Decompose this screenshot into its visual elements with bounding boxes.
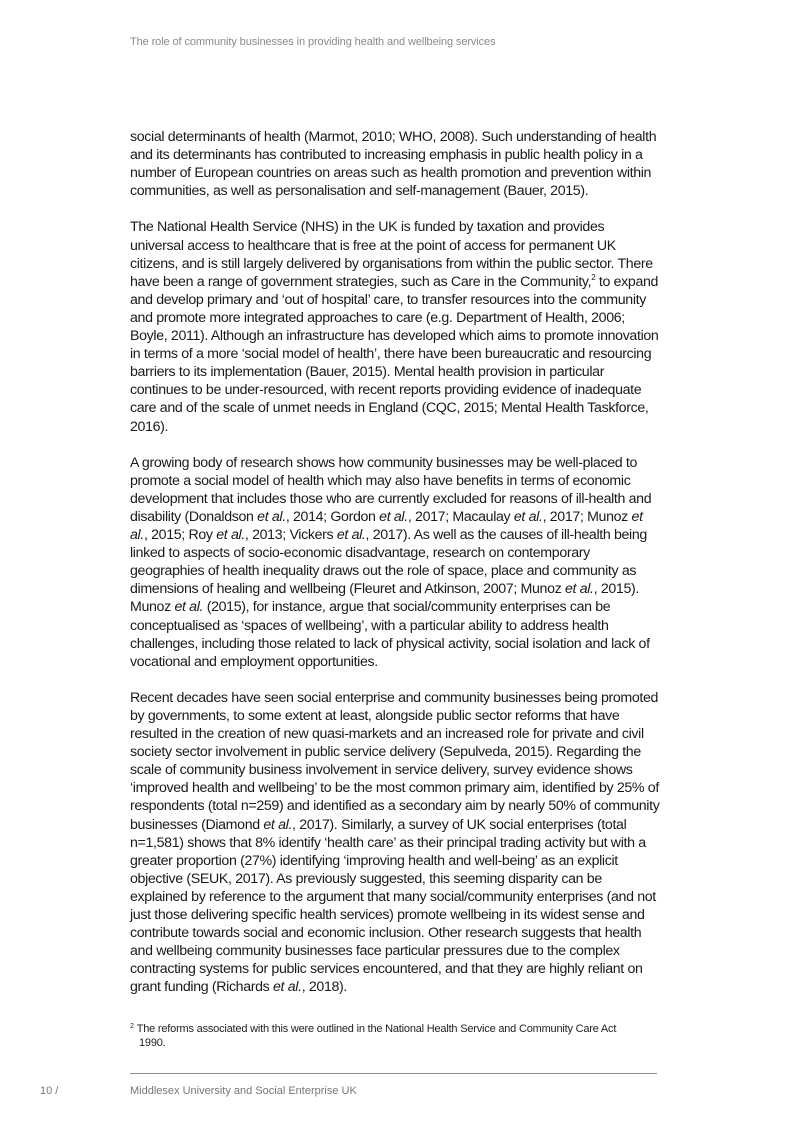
italic-text: et al. (174, 599, 204, 616)
body-text (130, 128, 660, 1015)
footer-publisher: Middlesex University and Social Enterprise UK (130, 1085, 357, 1097)
footer-divider (130, 1073, 657, 1074)
footnote-text-line-1: The reforms associated with this were outlined in the National Health Service and Community Care Act (136, 1023, 617, 1035)
italic-text: et al. (216, 527, 245, 544)
footnote-text-line-2: 1990. (139, 1037, 166, 1049)
paragraph-4: Recent decades have seen social enterprise and community businesses being promoted by governments, to some extent at least, alongside public sector reforms that have resulted in the creation of new quasi-markets and an increased role for private and civil society sector involvement in public service delivery (Sepulveda, 2015). Regarding the scale of community business involvement in service delivery, survey evidence shows ‘improved health and wellbeing’ to be the most common primary aim, identified by 25% of respondents (total n=259) and identified as a secondary aim by nearly 50% of community businesses (Diamond et al., 2017). Similarly, a survey of UK social enterprises (total n=1,581) shows that 8% identify ‘health care’ as their principal trading activity but with a greater proportion (27%) identifying ‘improving health and well-being’ as an explicit objective (SEUK, 2017). As previously suggested, this seeming disparity can be explained by reference to the argument that many social/community enterprises (and not just those delivering specific health services) promote wellbeing in its widest sense and contribute towards social and economic inclusion. Other research suggests that health and wellbeing community businesses face particular pressures due to the complex contracting systems for public services encountered, and that they are highly reliant on grant funding (Richards et al., 2018). (130, 689, 660, 996)
paragraph-2 (130, 218, 660, 435)
italic-text: et al. (263, 816, 293, 833)
footnote-number: 2 (130, 1023, 134, 1030)
italic-text: et al. (273, 979, 302, 996)
paragraph-2-part-a: The National Health Service (NHS) in the UK is funded by taxation and provides universal access to healthcare that is free at the point of access for permanent UK citizens, and is still largely delivered by organisations from within the public sector. There have been a range of government strategies, such as Care in the Community, (130, 219, 653, 290)
paragraph-2-part-b: to expand and develop primary and ‘out of hospital’ care, to transfer resources into the community and promote more integrated approaches to care (e.g. Department of Health, 2006; Boyle, 2011). Although an infrastructure has developed which aims to promote innovation in terms of a more ‘social model of health’, there have been bureaucratic and resourcing barriers to its implementation (Bauer, 2015). Mental health provision in particular continues to be under-resourced, with recent reports providing evidence of inadequate care and of the scale of unmet needs in England (CQC, 2015; Mental Health Taskforce, 2016). (130, 273, 659, 435)
paragraph-3: A growing body of research shows how community businesses may be well-placed to promote a social model of health which may also have benefits in terms of economic development that includes those who are currently excluded for reasons of ill-health and disability (Donaldson et al., 2014; Gordon et al., 2017; Macaulay et al., 2017; Munoz et al., 2015; Roy et al., 2013; Vickers et al., 2017). As well as the causes of ill-health being linked to aspects of socio-economic disadvantage, research on contemporary geographies of health inequality draws out the role of space, place and community as dimensions of healing and wellbeing (Fleuret and Atkinson, 2007; Munoz et al., 2015). Munoz et al. (2015), for instance, argue that social/community enterprises can be conceptualised as ‘spaces of wellbeing’, with a particular ability to address health challenges, including those related to lack of physical activity, social isolation and lack of vocational and employment opportunities. (130, 454, 652, 670)
paragraph-1: social determinants of health (Marmot, 2010; WHO, 2008). Such understanding of health and its determinants has contributed to increasing emphasis in public health policy in a number of European countries on areas such as health promotion and prevention within communities, as well as personalisation and self-management (Bauer, 2015). (130, 129, 657, 200)
italic-text: et al. (379, 508, 408, 525)
footnote-reference[interactable]: 2 (591, 272, 596, 282)
page-number: 10 / (40, 1085, 59, 1097)
italic-text: et al. (257, 508, 286, 525)
footnote (130, 1020, 660, 1050)
italic-text: et al. (336, 527, 366, 544)
italic-text: et al. (513, 508, 543, 525)
italic-text: et al. (130, 508, 643, 544)
running-header: The role of community businesses in providing health and wellbeing services (130, 36, 496, 48)
italic-text: et al. (564, 581, 594, 598)
